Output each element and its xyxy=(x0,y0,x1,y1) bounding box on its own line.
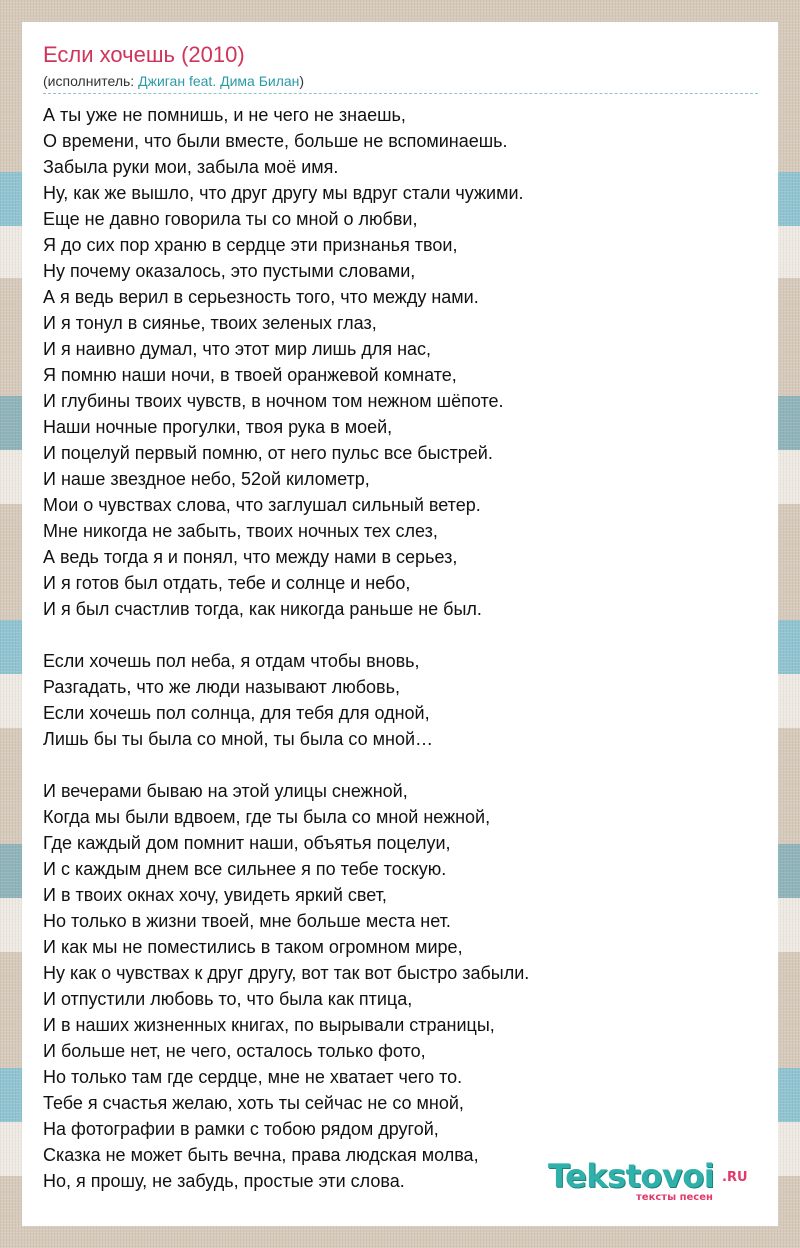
site-logo[interactable] xyxy=(548,1158,758,1204)
header-divider xyxy=(43,93,758,94)
lyric-line: Сказка не может быть вечна, права людская молва, xyxy=(43,1145,479,1165)
song-title: Если хочешь (2010) xyxy=(43,42,245,67)
lyric-line: И больше нет, не чего, осталось только фото, xyxy=(43,1041,426,1061)
stanza-gap xyxy=(43,752,529,778)
lyric-line: Когда мы были вдвоем, где ты была со мной нежной, xyxy=(43,807,491,827)
lyric-line: Но, я прошу, не забудь, простые эти слова. xyxy=(43,1171,405,1191)
lyric-line: Тебе я счастья желаю, хоть ты сейчас не со мной, xyxy=(43,1093,464,1113)
lyric-line: И вечерами бываю на этой улицы снежной, xyxy=(43,781,408,801)
lyric-line: И поцелуй первый помню, от него пульс все быстрей. xyxy=(43,443,493,463)
artist-byline xyxy=(43,72,304,90)
lyric-line: И я наивно думал, что этот мир лишь для нас, xyxy=(43,339,432,359)
lyric-line: Разгадать, что же люди называют любовь, xyxy=(43,677,400,697)
lyric-line: Наши ночные прогулки, твоя рука в моей, xyxy=(43,417,393,437)
lyric-line: Если хочешь пол солнца, для тебя для одной, xyxy=(43,703,430,723)
lyric-line: И глубины твоих чувств, в ночном том нежном шёпоте. xyxy=(43,391,504,411)
byline-prefix: (исполнитель: xyxy=(43,73,139,89)
stanza-gap xyxy=(43,622,529,648)
lyric-line: Еще не давно говорила ты со мной о любви, xyxy=(43,209,418,229)
lyric-line: Ну почему оказалось, это пустыми словами, xyxy=(43,261,416,281)
lyric-line: Но только в жизни твоей, мне больше места нет. xyxy=(43,911,451,931)
lyric-line: Мои о чувствах слова, что заглушал сильный ветер. xyxy=(43,495,481,515)
lyric-line: И наше звездное небо, 52ой километр, xyxy=(43,469,370,489)
logo-domain: .RU xyxy=(722,1170,748,1185)
lyric-line: Лишь бы ты была со мной, ты была со мной… xyxy=(43,729,434,749)
lyric-line: На фотографии в рамки с тобою рядом другой, xyxy=(43,1119,439,1139)
lyric-line: Ну, как же вышло, что друг другу мы вдруг стали чужими. xyxy=(43,183,524,203)
lyric-line: А ведь тогда я и понял, что между нами в серьез, xyxy=(43,547,458,567)
logo-wordmark: Tekstovoi xyxy=(548,1157,715,1195)
lyric-line: И отпустили любовь то, что была как птица, xyxy=(43,989,413,1009)
lyric-line: Я помню наши ночи, в твоей оранжевой комнате, xyxy=(43,365,457,385)
lyric-line: А я ведь верил в серьезность того, что между нами. xyxy=(43,287,479,307)
lyric-line: И с каждым днем все сильнее я по тебе тоскую. xyxy=(43,859,447,879)
lyric-line: И в твоих окнах хочу, увидеть яркий свет, xyxy=(43,885,387,905)
artist-link[interactable]: Джиган feat. Дима Билан xyxy=(138,73,300,89)
lyrics-panel xyxy=(22,22,778,1226)
lyric-line: И в наших жизненных книгах, по вырывали страницы, xyxy=(43,1015,495,1035)
lyric-line: Но только там где сердце, мне не хватает чего то. xyxy=(43,1067,463,1087)
lyric-line: Ну как о чувствах к друг другу, вот так вот быстро забыли. xyxy=(43,963,530,983)
lyric-line: Если хочешь пол неба, я отдам чтобы вновь, xyxy=(43,651,420,671)
lyric-line: А ты уже не помнишь, и не чего не знаешь, xyxy=(43,105,406,125)
logo-tagline: тексты песен xyxy=(636,1192,713,1203)
lyric-line: И я тонул в сиянье, твоих зеленых глаз, xyxy=(43,313,377,333)
lyric-line: И я готов был отдать, тебе и солнце и небо, xyxy=(43,573,411,593)
lyric-line: Забыла руки мои, забыла моё имя. xyxy=(43,157,339,177)
lyric-line: Я до сих пор храню в сердце эти признанья твои, xyxy=(43,235,458,255)
lyric-line: И я был счастлив тогда, как никогда раньше не был. xyxy=(43,599,482,619)
lyric-line: Мне никогда не забыть, твоих ночных тех слез, xyxy=(43,521,438,541)
lyrics-text xyxy=(43,102,529,1194)
lyric-line: О времени, что были вместе, больше не вспоминаешь. xyxy=(43,131,508,151)
lyric-line: И как мы не поместились в таком огромном мире, xyxy=(43,937,463,957)
lyric-line: Где каждый дом помнит наши, объятья поцелуи, xyxy=(43,833,451,853)
byline-suffix: ) xyxy=(299,73,305,89)
